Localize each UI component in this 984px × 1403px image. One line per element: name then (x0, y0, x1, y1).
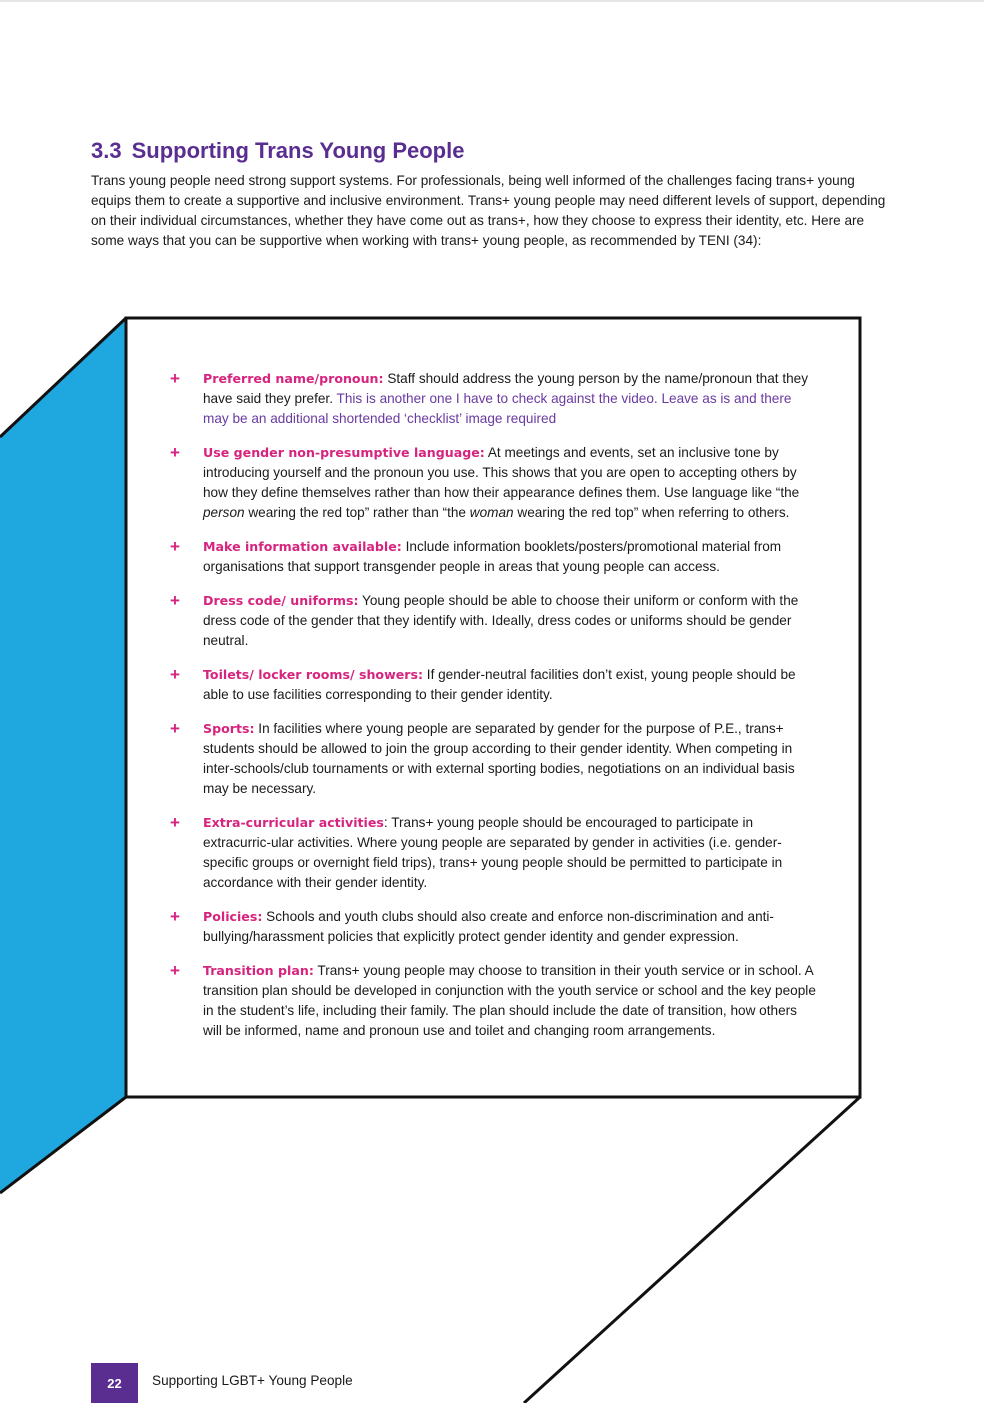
item-emphasis: person (203, 505, 245, 520)
item-emphasis: woman (469, 505, 514, 520)
support-list (168, 369, 818, 1055)
section-number: 3.3 (91, 138, 122, 163)
item-label: Preferred name/pronoun: (203, 371, 384, 386)
blue-side-panel (0, 318, 126, 1193)
item-text: wearing the red top” rather than “the (244, 505, 470, 520)
item-text: At meetings and events, set an inclusive tone by introducing yourself and the pronoun you use. This shows that you are open to accepting others by how they define themselves rather than how their appearance defines them. Use language like “the (203, 445, 800, 500)
plus-icon: + (170, 665, 180, 684)
list-item-extra-curricular (168, 813, 818, 893)
list-item-information (168, 537, 818, 577)
list-item-preferred-name (168, 369, 818, 429)
item-label: Toilets/ locker rooms/ showers: (203, 667, 424, 682)
page-number-badge: 22 (91, 1363, 138, 1403)
item-label: Transition plan: (203, 963, 314, 978)
item-label: Make information available: (203, 539, 402, 554)
item-text: Staff should address the young person by the name/pronoun that they have said they prefer. (203, 371, 809, 406)
plus-icon: + (170, 961, 180, 980)
footer-title: Supporting LGBT+ Young People (152, 1373, 353, 1388)
section-title: Supporting Trans Young People (131, 138, 465, 163)
item-label: Use gender non-presumptive language: (203, 445, 485, 460)
editor-note: This is another one I have to check against the video. Leave as is and there may be an additional shortended ‘checklist’ image required (203, 391, 792, 426)
item-label: Extra-curricular activities (203, 815, 384, 830)
item-text: In facilities where young people are separated by gender for the purpose of P.E., trans+ students should be allowed to join the group according to their gender identity. When competing in inter-schools/club tournaments or with external sporting bodies, negotiations on an individual basis may be necessary. (203, 721, 795, 796)
plus-icon: + (170, 369, 180, 388)
plus-icon: + (170, 591, 180, 610)
intro-paragraph: Trans young people need strong support systems. For professionals, being well informed of the challenges facing trans+ young equips them to create a supportive and inclusive environment. Trans+ young people may need different levels of support, depending on their individual circumstances, whether they have come out as trans+, how they choose to express their identity, etc. Here are some ways that you can be supportive when working with trans+ young people, as recommended by TENI (34): (91, 173, 886, 248)
plus-icon: + (170, 907, 180, 926)
list-item-policies (168, 907, 818, 947)
item-label: Dress code/ uniforms: (203, 593, 359, 608)
item-text: Include information booklets/posters/promotional material from organisations that support transgender people in areas that young people can access. (203, 539, 782, 574)
plus-icon: + (170, 537, 180, 556)
item-text: : Trans+ young people should be encouraged to participate in extracurric-ular activities. Where young people are separated by gender in activities (i.e. gender-specific groups or overnight field trips), trans+ young people should be permitted to participate in accordance with their gender identity. (203, 815, 783, 890)
list-item-dress-code (168, 591, 818, 651)
plus-icon: + (170, 443, 180, 462)
item-label: Sports: (203, 721, 255, 736)
plus-icon: + (170, 813, 180, 832)
frame-diagonal-bottom-right (524, 1097, 860, 1403)
item-text: If gender-neutral facilities don’t exist, young people should be able to use facilities corresponding to their gender identity. (203, 667, 796, 702)
item-text: wearing the red top” when referring to others. (513, 505, 790, 520)
list-item-transition-plan (168, 961, 818, 1041)
item-text: Schools and youth clubs should also create and enforce non-discrimination and anti-bullying/harassment policies that explicitly protect gender identity and gender expression. (203, 909, 774, 944)
list-item-toilets (168, 665, 818, 705)
item-label: Policies: (203, 909, 263, 924)
plus-icon: + (170, 719, 180, 738)
list-item-sports (168, 719, 818, 799)
item-text: Young people should be able to choose their uniform or conform with the dress code of the gender that they identify with. Ideally, dress codes or uniforms should be gender neutral. (203, 593, 799, 648)
list-item-gender-language (168, 443, 818, 523)
item-text: Trans+ young people may choose to transition in their youth service or in school. A transition plan should be developed in conjunction with the youth service or school and the key people in the student’s life, including their family. The plan should include the date of transition, how others will be informed, name and pronoun use and toilet and changing room arrangements. (203, 963, 816, 1038)
